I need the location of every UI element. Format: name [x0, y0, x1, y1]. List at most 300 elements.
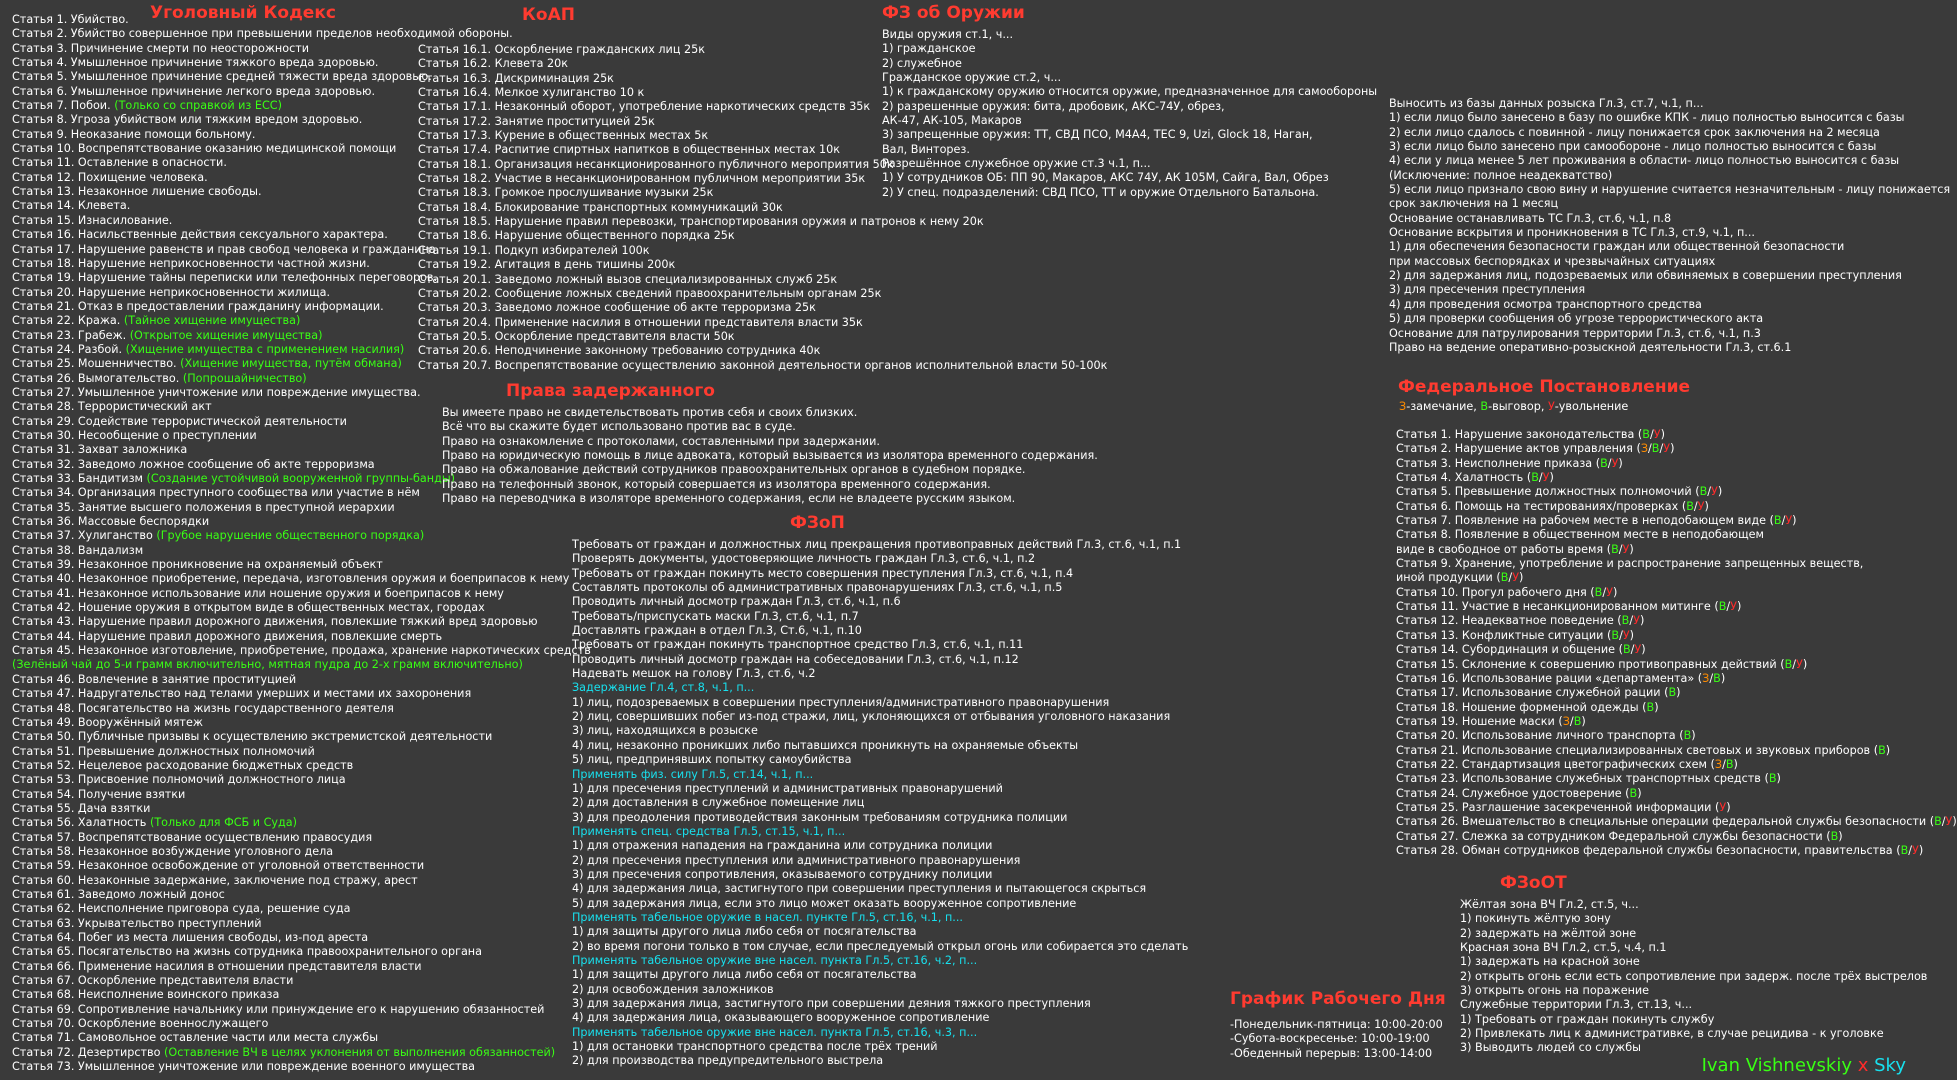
paren: ) — [1670, 442, 1675, 456]
federal-decree-article — [1396, 528, 1957, 542]
protected-territory-line: 2) задержать на жёлтой зоне — [1460, 926, 1637, 940]
article-text: Статья 28. Обман сотрудников федеральной службы безопасности, правительства — [1396, 843, 1893, 857]
koap-title: КоАП — [522, 5, 575, 25]
penalty-letter: У — [1912, 843, 1919, 857]
paren: ( — [1706, 757, 1715, 771]
penalty-letter: В — [1629, 786, 1638, 800]
police-law-line: 1) для защиты другого лица либо себя от посягательства — [572, 968, 917, 982]
article-text: Статья 55. Дача взятки — [12, 801, 151, 815]
paren: ) — [1737, 600, 1742, 614]
weapons-law-title: ФЗ об Оружии — [882, 3, 1025, 23]
paren: ) — [1720, 671, 1726, 685]
slash: / — [1508, 571, 1513, 585]
detainee-right: Право на ознакомление с протоколами, составленными при задержании. — [442, 434, 880, 448]
koap-article: Статья 18.4. Блокирование транспортных коммуникаций 30к — [418, 200, 783, 214]
wanted-db-line: 5) для проверки сообщения об угрозе террористического акта — [1389, 312, 1764, 326]
article-note: (Создание устойчивой вооруженной группы-банды) — [146, 472, 456, 485]
penalty-letter: З — [1640, 442, 1649, 456]
penalty-letter: З — [1714, 757, 1723, 771]
article-note: (Грубое нарушение общественного порядка) — [156, 529, 425, 543]
detainee-right: Вы имеете право не свидетельствовать против себя и своих близких. — [442, 406, 858, 419]
police-law-line: 2) для пресечения преступления или административного правонарушения — [572, 853, 1021, 867]
article-text: Статья 19. Ношение маски — [1396, 714, 1555, 728]
article-text: Статья 68. Неисполнение воинского приказа — [12, 988, 280, 1002]
protected-territory-line: Служебные территории Гл.3, ст.13, ч... — [1460, 998, 1693, 1012]
paren: ( — [1822, 829, 1831, 843]
federal-decree-article — [1396, 571, 1957, 585]
article-text: Статья 22. Стандартизация цветографических схем — [1396, 757, 1707, 771]
paren: ( — [1870, 743, 1879, 757]
koap-article: Статья 20.6. Неподчинение законному требованию сотрудника 40к — [418, 344, 821, 358]
slash: / — [1941, 815, 1946, 829]
article-text: Статья 7. Появление на рабочем месте в неподобающем виде — [1396, 514, 1766, 528]
police-law-line: 3) для преодоления противодействия законным требованиям сотрудника полиции — [572, 810, 1068, 824]
paren: ( — [1603, 628, 1612, 642]
wanted-db-line: Право на ведение оперативно-розыскной деятельности Гл.3, ст.6.1 — [1389, 340, 1792, 354]
criminal-code-article — [12, 529, 591, 543]
article-text: Статья 2. Убийство совершенное при превышении пределов необходимой обороны. — [12, 27, 513, 41]
wanted-db-line: (Исключение: полное неадекватство) — [1389, 168, 1613, 182]
paren: ) — [1581, 714, 1586, 728]
criminal-code-article — [12, 515, 591, 529]
slash: / — [1709, 671, 1714, 685]
paren: ) — [1952, 815, 1957, 829]
wanted-db-line: Основание останавливать ТС Гл.3, ст.6, ч.1, п.8 — [1389, 211, 1672, 225]
article-text: Статья 15. Изнасилование. — [12, 213, 173, 227]
paren: ( — [1892, 843, 1901, 857]
article-text: Статья 27. Слежка за сотрудником Федеральной службы безопасности — [1396, 829, 1823, 843]
article-note: (Хищение имущества, путём обмана) — [180, 357, 402, 371]
police-law-heading: Применять табельное оружие в насел. пункте Гл.5, ст.16, ч.1, п... — [572, 910, 963, 924]
penalty-letter: У — [1622, 542, 1630, 556]
koap-article: Статья 16.4. Мелкое хулиганство 10 к — [418, 86, 645, 100]
police-law-line: Проводить личный досмотр граждан Гл.3, ст.6, ч.1, п.6 — [572, 595, 901, 609]
article-text: Статья 21. Отказ в предоставлении гражданину информации. — [12, 299, 384, 313]
police-law-line: 2) для освобождения заложников — [572, 982, 774, 996]
article-text: Статья 13. Незаконное лишение свободы. — [12, 185, 262, 199]
penalty-letter: У — [1512, 571, 1520, 585]
penalty-letter: В — [1594, 585, 1603, 599]
article-text: Статья 24. Служебное удостоверение — [1396, 786, 1622, 800]
article-text: Статья 61. Заведомо ложный донос — [12, 887, 225, 901]
slash: / — [1659, 442, 1664, 456]
paren: ( — [1603, 542, 1612, 556]
legend-letter: У — [1547, 400, 1555, 413]
article-text: Статья 18. Нарушение неприкосновенности частной жизни. — [12, 256, 370, 270]
police-law-line: Надевать мешок на голову Гл.3, ст.6, ч.2 — [572, 667, 816, 681]
criminal-code-article — [12, 687, 591, 701]
wanted-db-line: 2) если лицо сдалось с повинной - лицу понижается срок заключения на 2 месяца — [1389, 125, 1880, 139]
watermark-separator: x — [1852, 1055, 1875, 1076]
police-law-line: 3) для задержания лица, застигнутого при совершении деяния тяжкого преступления — [572, 997, 1091, 1010]
article-note: (Тайное хищение имущества) — [123, 314, 301, 328]
schedule-line: -Субота-воскресенье: 10:00-19:00 — [1230, 1032, 1430, 1046]
slash: / — [1908, 843, 1913, 857]
criminal-code-article — [12, 702, 591, 716]
article-text: Статья 29. Содействие террористической деятельности — [12, 414, 347, 428]
slash: / — [1707, 485, 1712, 499]
article-text: Статья 3. Причинение смерти по неосторожности — [12, 41, 310, 55]
wanted-db-line: 3) если лицо было занесено при самообороне - лицо полностью выносится с базы — [1389, 140, 1877, 154]
wanted-db-line: 5) если лицо признало свою вину и нарушение считается незначительным - лицу понижается — [1389, 183, 1951, 197]
paren: ) — [1637, 786, 1642, 800]
police-law-line: Составлять протоколы об административных правонарушениях Гл.3, ст.6, ч.1, п.5 — [572, 581, 1063, 595]
article-text: Статья 20. Использование личного транспорта — [1396, 729, 1676, 743]
criminal-code-article — [12, 888, 591, 902]
penalty-letter: У — [1697, 499, 1705, 513]
article-text: Статья 62. Неисполнение приговора суда, решение суда — [12, 902, 351, 916]
slash: / — [1618, 542, 1623, 556]
police-law-line: Требовать от граждан покинуть транспортное средство Гл.3, ст.6, ч.1, п.11 — [572, 638, 1024, 652]
paren: ) — [1733, 757, 1738, 771]
article-text: Статья 33. Бандитизм — [12, 472, 147, 485]
penalty-letter: В — [1611, 542, 1619, 556]
protected-territory-line: 1) задержать на красной зоне — [1460, 955, 1640, 969]
federal-decree-article — [1396, 830, 1957, 844]
criminal-code-article — [12, 615, 591, 629]
criminal-code-article — [12, 644, 591, 658]
article-text: Статья 25. Разглашение засекреченной информации — [1396, 800, 1712, 814]
criminal-code-article — [12, 544, 591, 558]
federal-decree-title: Федеральное Постановление — [1398, 377, 1691, 397]
paren: ( — [1554, 714, 1563, 728]
article-text: Статья 49. Вооружённый мятеж — [12, 715, 203, 729]
article-text: Статья 10. Прогул рабочего дня — [1396, 585, 1587, 599]
article-text: Статья 2. Нарушение актов управления — [1396, 442, 1633, 456]
schedule-title: График Рабочего Дня — [1230, 989, 1446, 1009]
protected-territory-line: 2) открыть огонь если есть сопротивление при задерж. после трёх выстрелов — [1460, 969, 1928, 983]
federal-decree-article — [1396, 614, 1957, 628]
criminal-code-article — [12, 759, 591, 773]
article-text: Статья 31. Захват заложника — [12, 443, 188, 457]
federal-decree-article — [1396, 442, 1957, 456]
weapons-law-line: 3) запрещенные оружия: ТТ, СВД ПСО, М4А4, TEC 9, Uzi, Glock 18, Наган, — [882, 128, 1313, 142]
paren: ( — [1710, 600, 1719, 614]
wanted-db-section — [1389, 97, 1951, 355]
article-note: (Только со справкой из ЕСС) — [114, 99, 282, 113]
criminal-code-article — [12, 372, 591, 386]
paren: ) — [1726, 800, 1731, 814]
article-text: Статья 4. Умышленное причинение тяжкого вреда здоровью. — [12, 56, 379, 70]
koap-article: Статья 18.1. Организация несанкционированного публичного мероприятия 50к — [418, 157, 894, 171]
slash: / — [1693, 499, 1698, 513]
detainee-right: Всё что вы скажите будет использовано против вас в суде. — [442, 420, 796, 434]
slash: / — [1781, 514, 1786, 528]
article-text: Статья 57. Воспрепятствование осуществлению правосудия — [12, 830, 373, 844]
police-law-list — [572, 538, 1188, 1069]
paren: ) — [1776, 772, 1781, 786]
article-text: Статья 22. Кража. — [12, 314, 124, 328]
criminal-code-article — [12, 730, 591, 744]
criminal-code-article — [12, 917, 591, 931]
legend-letter: З — [1399, 400, 1407, 413]
slash: / — [1792, 657, 1797, 671]
penalty-letter: В — [1683, 729, 1692, 743]
penalty-letter: У — [1730, 600, 1737, 614]
article-text: Статья 42. Ношение оружия в открытом виде в общественных местах, городах — [12, 601, 485, 615]
paren: ) — [1519, 571, 1524, 585]
author-watermark — [1702, 1055, 1906, 1076]
penalty-letter: В — [1900, 843, 1909, 857]
federal-decree-article — [1396, 500, 1957, 514]
police-law-line: Проводить личный досмотр граждан на собеседовании Гл.3, ст.6, ч.1, п.12 — [572, 652, 1019, 666]
article-text: Статья 11. Участие в несанкционированном митинге — [1396, 600, 1711, 614]
wanted-db-line: 1) для обеспечения безопасности граждан или общественной безопасности — [1389, 240, 1845, 254]
article-text: Статья 50. Публичные призывы к осуществлению экстремистской деятельности — [12, 730, 493, 744]
article-note: (Попрошайничество) — [182, 371, 307, 385]
police-law-line: 1) лиц, подозреваемых в совершении преступления/административного правонарушения — [572, 695, 1110, 709]
wanted-db-line: срок заключения на 1 месяц — [1389, 197, 1559, 211]
paren: ) — [1549, 471, 1554, 485]
article-text: Статья 1. Убийство. — [12, 13, 129, 26]
paren: ) — [1676, 686, 1681, 700]
legend-text: -замечание, — [1406, 400, 1481, 413]
article-text: Статья 69. Сопротивление начальнику или принуждение его к нарушению обязанностей — [12, 1002, 545, 1016]
criminal-code-article — [12, 13, 591, 27]
paren: ) — [1612, 585, 1618, 599]
police-law-heading: Применять физ. силу Гл.5, ст.14, ч.1, п... — [572, 767, 814, 781]
koap-article: Статья 18.2. Участие в несанкционированном публичном мероприятии 35к — [418, 172, 866, 186]
federal-decree-article — [1396, 686, 1957, 700]
penalty-letter: З — [1702, 671, 1710, 685]
slash: / — [1629, 614, 1634, 628]
federal-decree-list — [1396, 428, 1957, 858]
koap-article: Статья 20.1. Заведомо ложный вызов специализированных служб 25к — [418, 272, 838, 286]
koap-article: Статья 19.1. Подкуп избирателей 100к — [418, 243, 650, 257]
penalty-letter: В — [1830, 829, 1839, 843]
detainee-rights-list — [442, 406, 1098, 506]
protected-territory-line: Жёлтая зона ВЧ Гл.2, ст.5, ч... — [1460, 898, 1639, 911]
police-law-line: 1) для остановки транспортного средства после трёх трений — [572, 1040, 938, 1054]
police-law-line: Требовать/приспускать маски Гл.3, ст.6, ч.1, п.7 — [572, 609, 859, 623]
article-text: Статья 9. Хранение, употребление и распространение запрещенных веществ, — [1396, 557, 1864, 571]
penalty-letter: У — [1945, 815, 1953, 829]
article-text: виде в свободное от работы время — [1396, 542, 1604, 556]
police-law-title: ФЗоП — [790, 513, 845, 533]
paren: ) — [1704, 499, 1709, 513]
penalty-letter: В — [1718, 600, 1727, 614]
paren: ) — [1717, 485, 1723, 499]
penalty-letter: У — [1653, 428, 1661, 441]
police-law-line: 2) для доставления в служебное помещение лиц — [572, 796, 865, 810]
criminal-code-article — [12, 630, 591, 644]
federal-decree-article — [1396, 428, 1957, 442]
weapons-law-line: 2) разрешенные оружия: бита, дробовик, АКС-74У, обрез, — [882, 99, 1225, 113]
paren: ( — [1632, 442, 1641, 456]
penalty-letter: У — [1622, 628, 1630, 642]
article-text: Статья 44. Нарушение правил дорожного движения, повлекшие смерть — [12, 629, 443, 643]
paren: ( — [1926, 815, 1935, 829]
article-text: Статья 9. Неоказание помощи больному. — [12, 127, 256, 141]
criminal-code-article — [12, 988, 591, 1002]
federal-decree-article — [1396, 629, 1957, 643]
penalty-letter: В — [1686, 499, 1694, 513]
paren: ( — [1694, 671, 1703, 685]
slash: / — [1602, 585, 1607, 599]
protected-territory-title: ФЗоОТ — [1500, 873, 1567, 893]
protected-territory-line: 3) открыть огонь на поражение — [1460, 984, 1650, 998]
police-law-line: 4) лиц, незаконно проникших либо пытавшихся проникнуть на охраняемые объекты — [572, 738, 1079, 752]
wanted-db-line: 3) для пресечения преступления — [1389, 283, 1586, 297]
article-note: (Оставление ВЧ в целях уклонения от выполнения обязанностей) — [164, 1045, 556, 1059]
article-text: Статья 58. Незаконное возбуждение уголовного дела — [12, 844, 334, 858]
slash: / — [1722, 757, 1726, 771]
watermark-author: Ivan Vishnevskiy — [1701, 1055, 1853, 1076]
federal-decree-article — [1396, 715, 1957, 729]
article-text: Статья 39. Незаконное проникновение на охраняемый объект — [12, 558, 383, 572]
paren: ( — [1765, 514, 1774, 528]
article-text: Статья 27. Умышленное уничтожение или повреждение имущества. — [12, 385, 421, 399]
police-law-line: 2) лиц, совершивших побег из-под стражи, лиц, уклоняющихся от отбывания уголовного наказания — [572, 710, 1171, 724]
koap-article: Статья 16.1. Оскорбление гражданских лиц 25к — [418, 43, 705, 56]
article-text: Статья 14. Субординация и общение — [1396, 643, 1616, 657]
article-text: Статья 10. Воспрепятствование оказанию медицинской помощи — [12, 142, 397, 156]
criminal-code-article — [12, 558, 591, 572]
penalty-letter: В — [1600, 456, 1608, 470]
article-text: Статья 12. Неадекватное поведение — [1396, 614, 1614, 628]
paren: ( — [1675, 729, 1684, 743]
article-text: Статья 26. Вмешательство в специальные операции федеральной службы безопасности — [1396, 815, 1927, 829]
article-text: Статья 65. Посягательство на жизнь сотрудника правоохранительного органа — [12, 945, 482, 959]
article-text: Статья 6. Умышленное причинение легкого вреда здоровью. — [12, 84, 376, 98]
koap-article: Статья 20.2. Сообщение ложных сведений правоохранительным органам 25к — [418, 286, 882, 300]
paren: ( — [1711, 800, 1720, 814]
legend-text: -выговор, — [1488, 400, 1548, 413]
police-law-line: 4) для задержания лица, оказывающего вооруженное сопротивление — [572, 1011, 990, 1025]
article-text: Статья 20. Нарушение неприкосновенности жилища. — [12, 285, 331, 299]
article-text: Статья 24. Разбой. — [12, 342, 126, 356]
penalty-letter: В — [1646, 700, 1655, 714]
paren: ( — [1691, 485, 1700, 499]
weapons-law-line: 1) к гражданскому оружию относится оружие, предназначенное для самообороны — [882, 85, 1378, 99]
article-text: Статья 19. Нарушение тайны переписки или телефонных переговоров. — [12, 271, 438, 285]
legend-text: -увольнение — [1554, 400, 1629, 413]
penalty-letter: У — [1719, 800, 1727, 814]
criminal-code-article — [12, 1017, 591, 1031]
police-law-line: 4) для задержания лица, застигнутого при совершении преступления и пытающегося скрыться — [572, 882, 1147, 896]
criminal-code-article — [12, 673, 591, 687]
article-text: Статья 71. Самовольное оставление части или места службы — [12, 1031, 379, 1045]
paren: ( — [1638, 700, 1647, 714]
penalty-letter: В — [1611, 628, 1620, 642]
paren: ( — [1615, 643, 1623, 657]
weapons-law-line: АК-47, АК-105, Макаров — [882, 114, 1022, 128]
koap-article: Статья 16.2. Клевета 20к — [418, 57, 568, 71]
detainee-right: Право на юридическую помощь в лице адвоката, который вызывается из изолятора временного содержания. — [442, 449, 1098, 463]
police-law-line: 1) для защиты другого лица либо себя от посягательства — [572, 925, 917, 939]
schedule-line: -Понедельник-пятница: 10:00-20:00 — [1230, 1018, 1443, 1031]
article-text: Статья 14. Клевета. — [12, 199, 131, 213]
penalty-legend — [1399, 400, 1628, 414]
slash: / — [1538, 471, 1543, 485]
slash: / — [1630, 643, 1635, 657]
police-law-line: 3) для пресечения сопротивления, оказываемого сотруднику полиции — [572, 867, 993, 881]
criminal-code-article — [12, 716, 591, 730]
article-text: Статья 63. Укрывательство преступлений — [12, 916, 262, 930]
article-text: Статья 8. Появление в общественном месте в неподобающем — [1396, 528, 1764, 542]
koap-article: Статья 17.3. Курение в общественных местах 5к — [418, 129, 709, 143]
criminal-code-article — [12, 587, 591, 601]
wanted-db-line: 4) для проведения осмотра транспортного средства — [1389, 297, 1702, 311]
weapons-law-line: 1) У сотрудников ОБ: ПП 90, Макаров, АКС 74У, АК 105М, Сайга, Вал, Обрез — [882, 171, 1329, 185]
article-text: Статья 26. Вымогательство. — [12, 371, 183, 385]
article-text: Статья 30. Несообщение о преступлении — [12, 428, 257, 442]
federal-decree-article — [1396, 772, 1957, 786]
federal-decree-article — [1396, 485, 1957, 499]
paren: ( — [1492, 571, 1501, 585]
slash: / — [1607, 456, 1612, 470]
article-text: Статья 41. Незаконное использование или ношение оружия и боеприпасов к нему — [12, 586, 504, 600]
article-text: Статья 23. Использование служебных транспортных средств — [1396, 772, 1761, 786]
protected-territory-list — [1460, 898, 1927, 1056]
police-law-line: 2) для производства предупредительного выстрела — [572, 1054, 884, 1068]
wanted-db-line: 4) если у лица менее 5 лет проживания в области- лицо полностью выносится с базы — [1389, 154, 1900, 168]
weapons-law-line: Вал, Винторез. — [882, 142, 970, 156]
criminal-code-article — [12, 974, 591, 988]
penalty-letter: У — [1611, 456, 1619, 470]
criminal-code-article — [12, 773, 591, 787]
article-text: Статья 72. Дезертирство — [12, 1045, 165, 1059]
federal-decree-article — [1396, 557, 1957, 571]
police-law-line: Требовать от граждан покинуть место совершения преступления Гл.3, ст.6, ч.1, п.4 — [572, 566, 1074, 580]
weapons-law-list — [882, 28, 1377, 200]
article-text: Статья 40. Незаконное приобретение, передача, изготовления оружия и боеприпасов к нему — [12, 572, 570, 586]
penalty-letter: В — [1651, 442, 1660, 456]
slash: / — [1649, 428, 1654, 441]
article-text: Статья 32. Заведомо ложное сообщение об акте терроризма — [12, 457, 375, 471]
police-law-line: Доставлять граждан в отдел Гл.3, Ст.6, ч.1, п.10 — [572, 624, 862, 638]
article-text: Статья 17. Использование служебной рации — [1396, 686, 1661, 700]
weapons-law-line: 2) служебное — [882, 56, 962, 70]
detainee-right: Право на обжалование действий сотрудников правоохранительных органов в судебном порядке. — [442, 463, 1026, 477]
paren: ( — [1776, 657, 1785, 671]
legend-letter: В — [1480, 400, 1489, 413]
article-text: Статья 59. Незаконное освобождение от уголовной ответственности — [12, 859, 425, 873]
criminal-code-article — [12, 845, 591, 859]
article-text: Статья 12. Похищение человека. — [12, 170, 208, 184]
federal-decree-article — [1396, 457, 1957, 471]
penalty-letter: У — [1663, 442, 1671, 456]
criminal-code-article — [12, 945, 591, 959]
federal-decree-article — [1396, 471, 1957, 485]
weapons-law-line: Виды оружия ст.1, ч... — [882, 28, 1014, 41]
koap-article: Статья 17.1. Незаконный оборот, употребление наркотических средств 35к — [418, 100, 871, 114]
federal-decree-article — [1396, 514, 1957, 528]
penalty-letter: В — [1934, 815, 1942, 829]
wanted-db-line: 1) если лицо было занесено в базу по ошибке КПК - лицо полностью выносится с базы — [1389, 111, 1905, 125]
wanted-db-line: Основание вскрытия и проникновения в ТС Гл.3, ст.9, ч.1, п... — [1389, 226, 1755, 240]
paren: ) — [1792, 514, 1797, 528]
article-text: Статья 25. Мошенничество. — [12, 357, 181, 371]
paren: ) — [1629, 542, 1634, 556]
paren: ) — [1629, 628, 1635, 642]
slash: / — [1619, 628, 1623, 642]
article-text: Статья 66. Применение насилия в отношении представителя власти — [12, 959, 422, 973]
penalty-letter: В — [1668, 686, 1677, 700]
article-text: Статья 51. Превышение должностных полномочий — [12, 744, 315, 758]
criminal-code-article — [12, 802, 591, 816]
detainee-rights-title: Права задержанного — [506, 381, 715, 401]
criminal-code-article — [12, 874, 591, 888]
article-text: Статья 15. Склонение к совершению противоправных действий — [1396, 657, 1777, 671]
paren: ( — [1586, 585, 1595, 599]
paren: ) — [1885, 743, 1891, 757]
federal-decree-article — [1396, 600, 1957, 614]
wanted-db-list — [1389, 97, 1951, 355]
police-law-heading: Применять табельное оружие вне насел. пункта Гл.5, ст.16, ч.3, п... — [572, 1025, 978, 1039]
koap-article: Статья 20.3. Заведомо ложное сообщение об акте терроризма 25к — [418, 301, 816, 315]
federal-decree-article — [1396, 729, 1957, 743]
